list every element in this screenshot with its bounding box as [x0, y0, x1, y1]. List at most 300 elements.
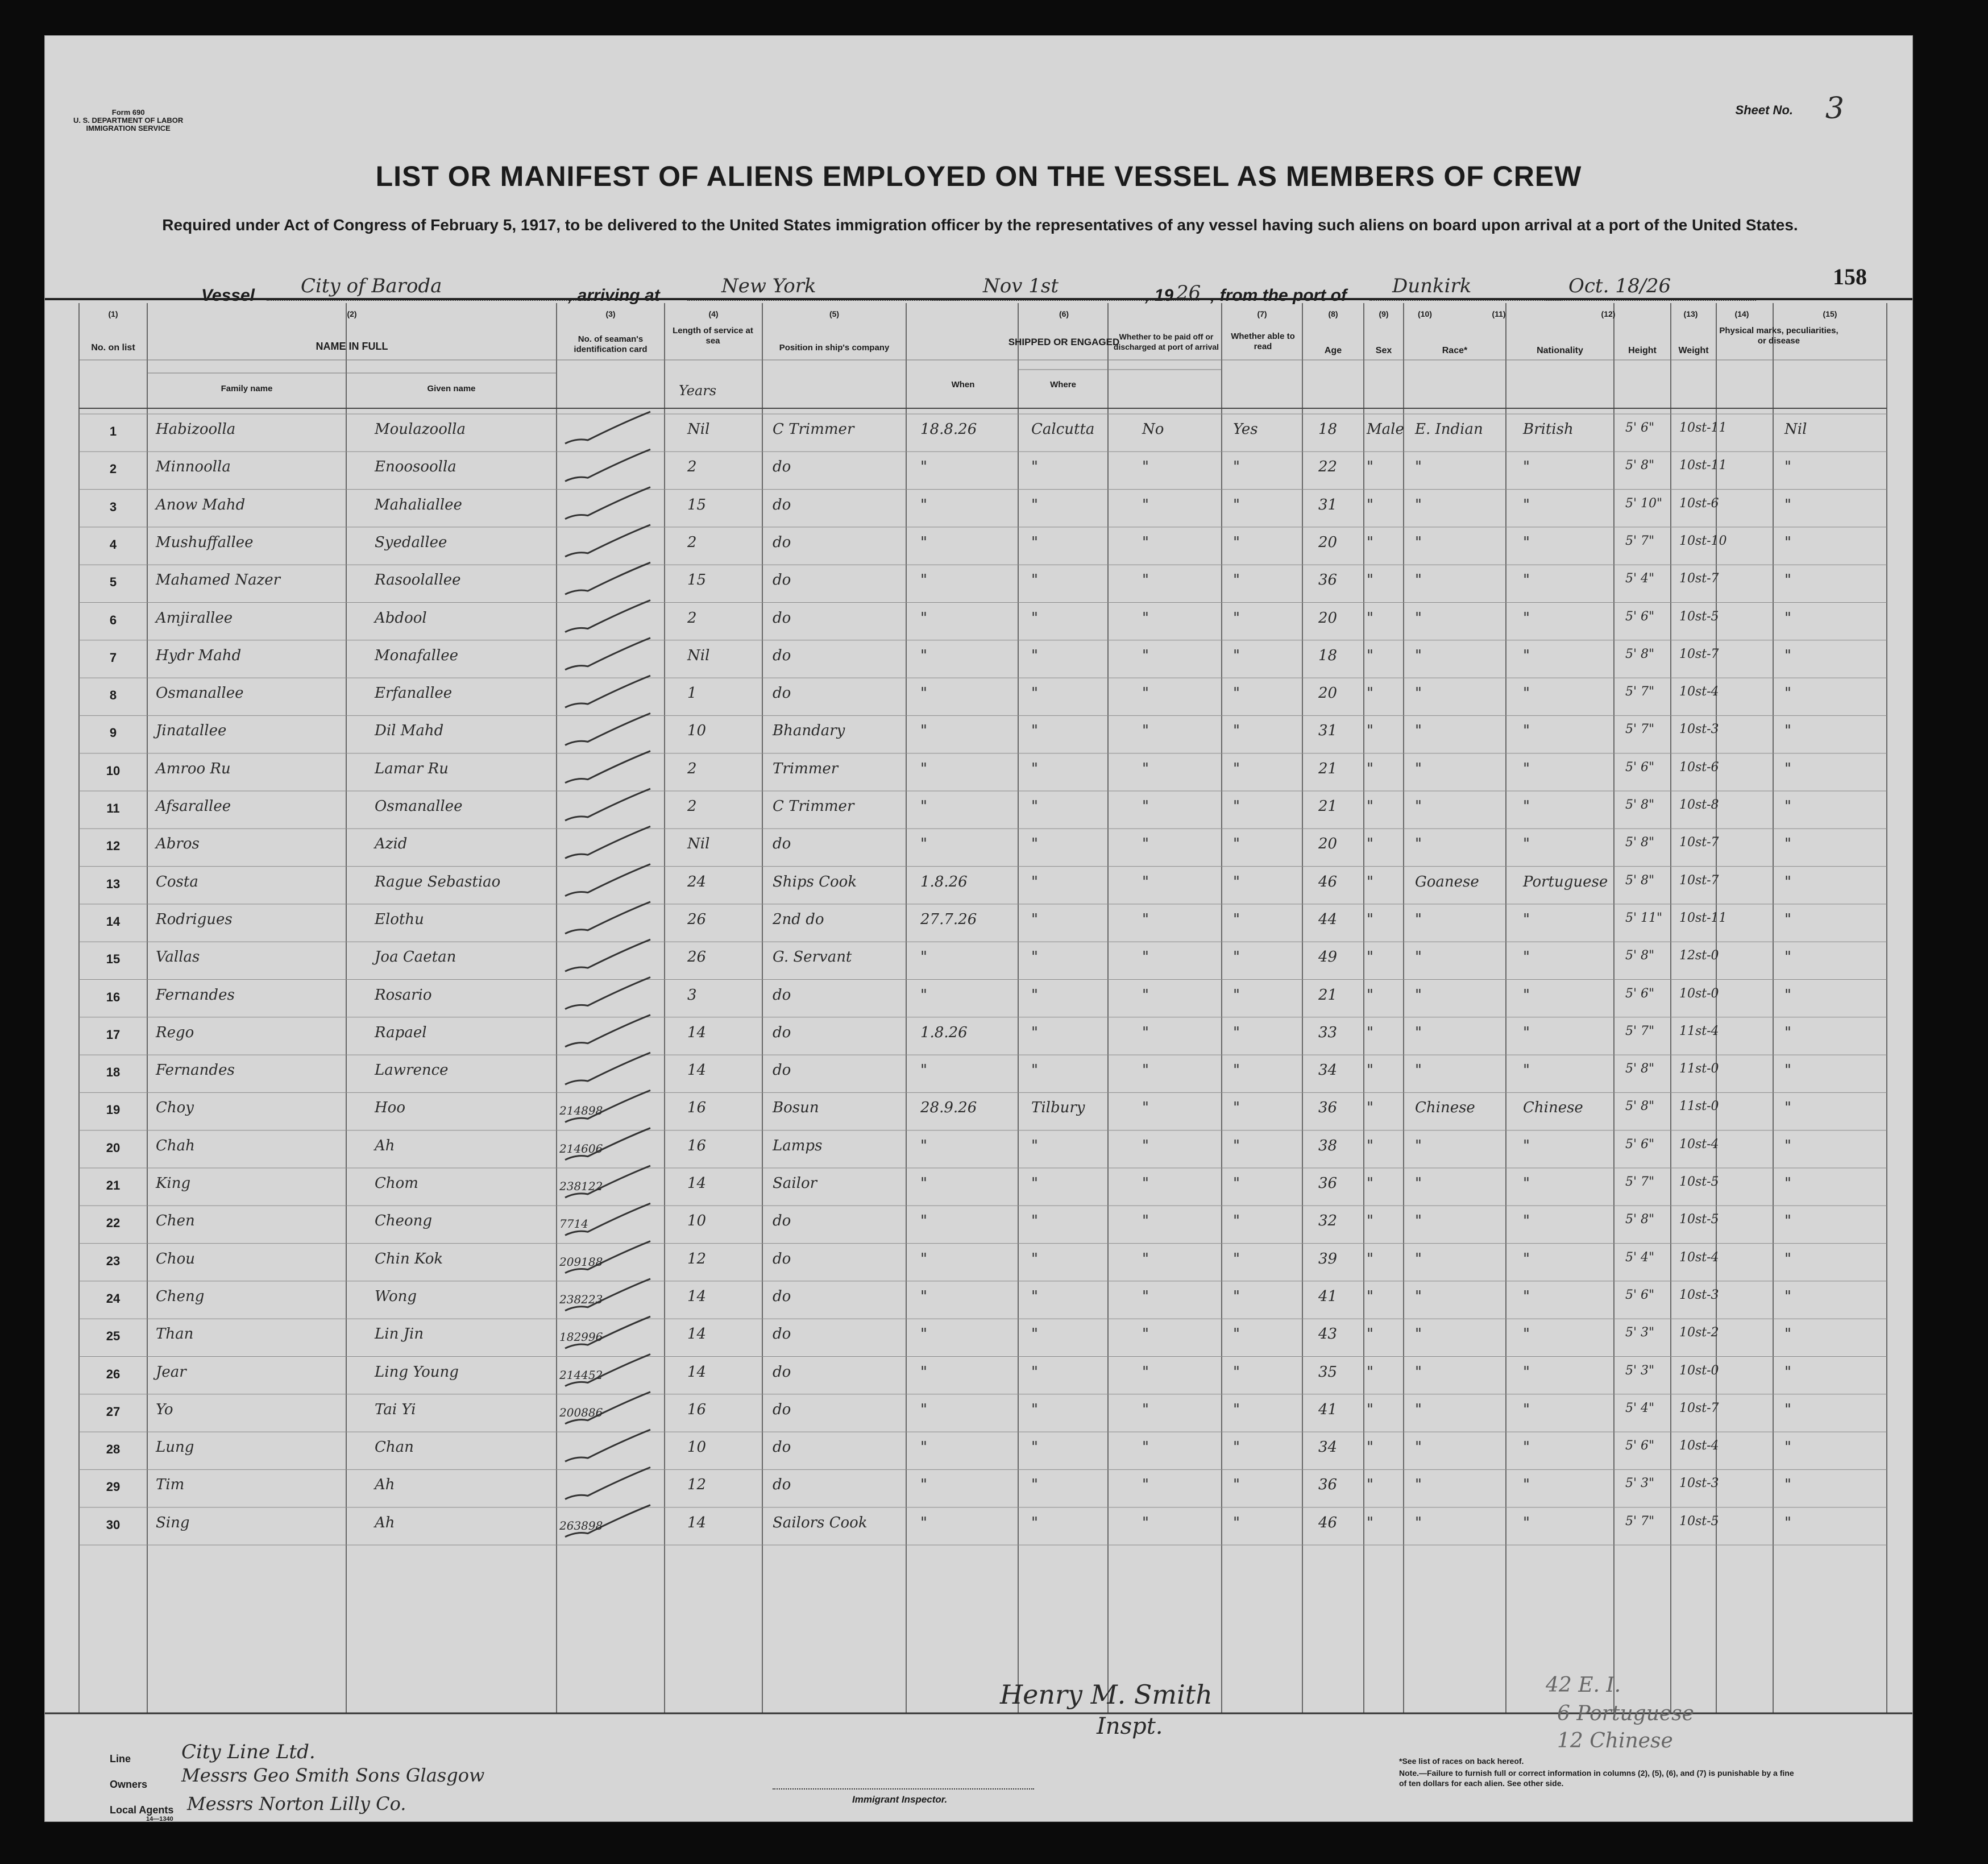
position: C Trimmer	[773, 421, 854, 438]
shipped-where: "	[1031, 1175, 1038, 1192]
checkmark-icon	[565, 638, 650, 670]
inspector-signature-line	[773, 1788, 1034, 1790]
position: do	[773, 647, 791, 664]
weight: 10st-5	[1679, 1514, 1719, 1529]
height: 5' 8"	[1625, 948, 1655, 963]
weight: 11st-0	[1679, 1062, 1719, 1076]
given-name: Ah	[375, 1137, 395, 1154]
length-service: 24	[687, 873, 707, 890]
family-name: Lung	[156, 1439, 194, 1456]
physical-marks: "	[1784, 1212, 1791, 1230]
row-number: 27	[106, 1404, 121, 1419]
family-name: Minnoolla	[156, 458, 231, 476]
nationality: "	[1523, 1062, 1530, 1079]
shipped-where: "	[1031, 986, 1038, 1004]
given-name: Ling Young	[375, 1363, 459, 1381]
shipped-when: 18.8.26	[920, 421, 977, 438]
physical-marks: "	[1784, 533, 1791, 551]
race: Chinese	[1415, 1099, 1475, 1117]
length-service: 2	[687, 798, 697, 815]
family-name: Than	[156, 1325, 194, 1343]
tally-line: 6 Portuguese	[1557, 1702, 1694, 1725]
shipped-where: "	[1031, 1137, 1038, 1154]
sex: "	[1367, 609, 1373, 627]
shipped-when: 1.8.26	[920, 1024, 968, 1041]
header-age: Age	[1324, 346, 1342, 355]
age: 44	[1318, 910, 1338, 928]
page-title: LIST OR MANIFEST OF ALIENS EMPLOYED ON THE VESSEL AS MEMBERS OF CREW	[375, 160, 1582, 192]
paid-off: "	[1142, 835, 1149, 853]
height: 5' 3"	[1625, 1363, 1655, 1378]
department: U. S. DEPARTMENT OF LABOR	[73, 116, 184, 125]
sex: "	[1367, 1476, 1373, 1494]
sex: "	[1367, 571, 1373, 589]
height: 5' 3"	[1625, 1476, 1655, 1491]
physical-marks: "	[1784, 1514, 1791, 1531]
seaman-id: 214452	[559, 1368, 603, 1382]
fine-note: Note.—Failure to furnish full or correct information in columns (2), (5), (6), and (7) is punishable by a fine of ten dollars for each alien. See other side.	[1399, 1768, 1794, 1788]
vessel-label: Vessel	[201, 286, 255, 305]
length-service: 16	[687, 1099, 707, 1117]
able-read: "	[1233, 1401, 1240, 1418]
shipped-when: "	[920, 1250, 927, 1267]
weight: 10st-11	[1679, 458, 1727, 473]
sex: "	[1367, 1250, 1373, 1267]
seaman-id: 214606	[559, 1141, 603, 1155]
column-number: (15)	[1823, 309, 1837, 318]
given-name: Rague Sebastiao	[375, 873, 501, 890]
family-name: King	[156, 1175, 191, 1192]
physical-marks: "	[1784, 873, 1791, 890]
able-read: "	[1233, 1476, 1240, 1494]
age: 18	[1318, 647, 1338, 664]
race: "	[1415, 685, 1422, 702]
sex: "	[1367, 1514, 1373, 1531]
vessel-name: City of Baroda	[267, 275, 596, 301]
weight: 10st-5	[1679, 609, 1719, 624]
column-number: (1)	[108, 309, 118, 318]
given-name: Chin Kok	[375, 1250, 443, 1267]
sex: "	[1367, 722, 1373, 740]
arriving-port: New York	[687, 275, 960, 301]
agents-label: Local Agents	[110, 1804, 174, 1816]
able-read: "	[1233, 1514, 1240, 1531]
nationality: "	[1523, 1439, 1530, 1456]
header-family-name: Family name	[221, 384, 273, 393]
able-read: "	[1233, 458, 1240, 476]
checkmark-icon	[565, 826, 650, 858]
row-number: 21	[106, 1178, 121, 1192]
row-number: 22	[106, 1216, 121, 1231]
row-number: 14	[106, 914, 121, 929]
length-service: 14	[687, 1325, 707, 1343]
height: 5' 8"	[1625, 1212, 1655, 1227]
manifest-sheet	[44, 35, 1913, 1822]
shipped-when: "	[920, 1401, 927, 1418]
age: 34	[1318, 1439, 1338, 1456]
family-name: Habizoolla	[156, 421, 236, 438]
race: "	[1415, 533, 1422, 551]
sex: "	[1367, 798, 1373, 815]
position: do	[773, 835, 791, 853]
age: 32	[1318, 1212, 1338, 1230]
shipped-where: "	[1031, 873, 1038, 890]
checkmark-icon	[565, 449, 650, 481]
given-name: Tai Yi	[375, 1401, 416, 1418]
length-service: 14	[687, 1062, 707, 1079]
paid-off: "	[1142, 986, 1149, 1004]
seaman-id: 7714	[559, 1217, 588, 1231]
sex: Male	[1367, 421, 1404, 438]
header-length-service: Length of service at sea	[673, 326, 753, 346]
shipped-where: "	[1031, 1287, 1038, 1305]
race: "	[1415, 1175, 1422, 1192]
paid-off: "	[1142, 948, 1149, 966]
height: 5' 8"	[1625, 1062, 1655, 1076]
weight: 12st-0	[1679, 948, 1719, 963]
able-read: "	[1233, 873, 1240, 890]
owners-value: Messrs Geo Smith Sons Glasgow	[181, 1764, 485, 1786]
row-number: 2	[109, 462, 117, 477]
row-number: 5	[109, 575, 117, 590]
shipped-where: "	[1031, 835, 1038, 853]
paid-off: "	[1142, 910, 1149, 928]
age: 39	[1318, 1250, 1338, 1267]
physical-marks: "	[1784, 1175, 1791, 1192]
paid-off: "	[1142, 1212, 1149, 1230]
nationality: "	[1523, 458, 1530, 476]
shipped-when: "	[920, 571, 927, 589]
length-service: 2	[687, 760, 697, 777]
sex: "	[1367, 873, 1373, 890]
age: 31	[1318, 496, 1338, 513]
family-name: Amjirallee	[156, 609, 233, 627]
physical-marks: "	[1784, 685, 1791, 702]
weight: 10st-0	[1679, 986, 1719, 1001]
paid-off: "	[1142, 609, 1149, 627]
paid-off: "	[1142, 571, 1149, 589]
able-read: "	[1233, 948, 1240, 966]
physical-marks: "	[1784, 986, 1791, 1004]
weight: 10st-7	[1679, 571, 1719, 586]
length-service: 15	[687, 496, 707, 513]
checkmark-icon	[565, 902, 650, 934]
paid-off: No	[1142, 421, 1164, 438]
sex: "	[1367, 1175, 1373, 1192]
weight: 10st-7	[1679, 873, 1719, 888]
paid-off: "	[1142, 533, 1149, 551]
paid-off: "	[1142, 1514, 1149, 1531]
able-read: "	[1233, 1024, 1240, 1041]
age: 41	[1318, 1401, 1338, 1418]
service: IMMIGRATION SERVICE	[86, 124, 171, 132]
sex: "	[1367, 1062, 1373, 1079]
physical-marks: "	[1784, 571, 1791, 589]
weight: 10st-4	[1679, 685, 1719, 699]
header-given-name: Given name	[427, 384, 476, 393]
shipped-when: "	[920, 1476, 927, 1494]
family-name: Amroo Ru	[156, 760, 231, 777]
physical-marks: "	[1784, 647, 1791, 664]
race: "	[1415, 948, 1422, 966]
position: Lamps	[773, 1137, 823, 1154]
physical-marks: "	[1784, 1062, 1791, 1079]
header-weight: Weight	[1678, 346, 1709, 355]
family-name: Chen	[156, 1212, 195, 1230]
age: 21	[1318, 760, 1338, 777]
able-read: "	[1233, 798, 1240, 815]
shipped-when: "	[920, 986, 927, 1004]
nationality: "	[1523, 798, 1530, 815]
nationality: Portuguese	[1523, 873, 1608, 890]
age: 34	[1318, 1062, 1338, 1079]
paid-off: "	[1142, 1401, 1149, 1418]
weight: 10st-11	[1679, 421, 1727, 435]
given-name: Joa Caetan	[375, 948, 456, 966]
nationality: "	[1523, 1137, 1530, 1154]
checkmark-icon	[565, 1430, 650, 1461]
given-name: Mahaliallee	[375, 496, 462, 513]
weight: 10st-3	[1679, 1476, 1719, 1491]
sex: "	[1367, 685, 1373, 702]
physical-marks: "	[1784, 722, 1791, 740]
able-read: "	[1233, 571, 1240, 589]
nationality: "	[1523, 1024, 1530, 1041]
checkmark-icon	[565, 939, 650, 971]
shipped-where: "	[1031, 1514, 1038, 1531]
paid-off: "	[1142, 1287, 1149, 1305]
weight: 10st-7	[1679, 835, 1719, 850]
shipped-when: "	[920, 835, 927, 853]
race: "	[1415, 986, 1422, 1004]
sex: "	[1367, 458, 1373, 476]
age: 46	[1318, 1514, 1338, 1531]
header-race: Race*	[1442, 346, 1468, 355]
paid-off: "	[1142, 1137, 1149, 1154]
length-service: 10	[687, 1439, 707, 1456]
length-service: 2	[687, 609, 697, 627]
position: do	[773, 533, 791, 551]
column-number: (10)	[1418, 309, 1432, 318]
physical-marks: "	[1784, 609, 1791, 627]
sex: "	[1367, 1024, 1373, 1041]
given-name: Ah	[375, 1514, 395, 1531]
header-where: Where	[1050, 380, 1076, 390]
given-name: Hoo	[375, 1099, 405, 1117]
age: 46	[1318, 873, 1338, 890]
race: "	[1415, 1325, 1422, 1343]
physical-marks: "	[1784, 1250, 1791, 1267]
height: 5' 11"	[1625, 910, 1663, 925]
owners-label: Owners	[110, 1779, 148, 1790]
row-number: 30	[106, 1517, 121, 1532]
age: 18	[1318, 421, 1338, 438]
height: 5' 8"	[1625, 835, 1655, 850]
height: 5' 7"	[1625, 1514, 1655, 1529]
able-read: "	[1233, 1175, 1240, 1192]
height: 5' 6"	[1625, 421, 1655, 435]
length-service: 14	[687, 1287, 707, 1305]
position: Bhandary	[773, 722, 845, 740]
length-service: 3	[687, 986, 697, 1004]
row-number: 18	[106, 1065, 121, 1080]
age: 33	[1318, 1024, 1338, 1041]
row-number: 19	[106, 1103, 121, 1117]
physical-marks: "	[1784, 1476, 1791, 1494]
row-number: 15	[106, 952, 121, 967]
height: 5' 8"	[1625, 798, 1655, 812]
nationality: British	[1523, 421, 1574, 438]
column-number: (14)	[1734, 309, 1749, 318]
row-number: 16	[106, 989, 121, 1004]
shipped-when: "	[920, 1363, 927, 1381]
weight: 10st-11	[1679, 910, 1727, 925]
checkmark-icon	[565, 977, 650, 1009]
position: do	[773, 1325, 791, 1343]
nationality: "	[1523, 1212, 1530, 1230]
length-service: 10	[687, 722, 707, 740]
seaman-id: 263898	[559, 1518, 603, 1532]
physical-marks: "	[1784, 798, 1791, 815]
column-number: (8)	[1328, 309, 1338, 318]
paid-off: "	[1142, 1476, 1149, 1494]
able-read: "	[1233, 533, 1240, 551]
shipped-where: "	[1031, 647, 1038, 664]
shipped-when: "	[920, 496, 927, 513]
shipped-when: 28.9.26	[920, 1099, 977, 1117]
race: "	[1415, 609, 1422, 627]
weight: 10st-7	[1679, 647, 1719, 661]
age: 36	[1318, 1476, 1338, 1494]
shipped-where: "	[1031, 571, 1038, 589]
family-name: Choy	[156, 1099, 194, 1117]
sex: "	[1367, 1099, 1373, 1117]
shipped-when: "	[920, 1287, 927, 1305]
able-read: "	[1233, 685, 1240, 702]
page-subtitle: Required under Act of Congress of February 5, 1917, to be delivered to the United States immigration officer by the representatives of any vessel having such aliens on board upon arrival at a port of the United States.	[162, 216, 1798, 234]
paid-off: "	[1142, 458, 1149, 476]
paid-off: "	[1142, 1325, 1149, 1343]
length-service: 14	[687, 1175, 707, 1192]
shipped-when: "	[920, 533, 927, 551]
shipped-when: "	[920, 1137, 927, 1154]
shipped-when: "	[920, 1062, 927, 1079]
shipped-when: "	[920, 1212, 927, 1230]
shipped-where: "	[1031, 1363, 1038, 1381]
height: 5' 7"	[1625, 1175, 1655, 1189]
arrival-date: Nov 1st	[932, 275, 1199, 301]
height: 5' 6"	[1625, 1287, 1655, 1302]
nationality: "	[1523, 1250, 1530, 1267]
given-name: Dil Mahd	[375, 722, 444, 740]
shipped-where: "	[1031, 533, 1038, 551]
able-read: "	[1233, 760, 1240, 777]
paid-off: "	[1142, 873, 1149, 890]
nationality: "	[1523, 1363, 1530, 1381]
able-read: "	[1233, 1099, 1240, 1117]
header-physical: Physical marks, peculiarities, or disease	[1719, 326, 1838, 346]
age: 38	[1318, 1137, 1338, 1154]
row-number: 26	[106, 1366, 121, 1381]
position: do	[773, 496, 791, 513]
given-name: Rasoolallee	[375, 571, 461, 589]
row-number: 4	[109, 537, 117, 552]
family-name: Costa	[156, 873, 198, 890]
age: 36	[1318, 571, 1338, 589]
from-port: Dunkirk	[1369, 275, 1563, 301]
paid-off: "	[1142, 1099, 1149, 1117]
given-name: Ah	[375, 1476, 395, 1494]
race: "	[1415, 798, 1422, 815]
header-nationality: Nationality	[1537, 346, 1583, 355]
age: 20	[1318, 835, 1338, 853]
sex: "	[1367, 1325, 1373, 1343]
race: "	[1415, 1439, 1422, 1456]
position: do	[773, 609, 791, 627]
position: do	[773, 458, 791, 476]
family-name: Anow Mahd	[156, 496, 246, 513]
given-name: Wong	[375, 1287, 417, 1305]
shipped-where: "	[1031, 1476, 1038, 1494]
header-position: Position in ship's company	[779, 343, 890, 353]
able-read: "	[1233, 1325, 1240, 1343]
age: 20	[1318, 685, 1338, 702]
line-label: Line	[110, 1753, 131, 1764]
nationality: "	[1523, 496, 1530, 513]
position: do	[773, 1401, 791, 1418]
height: 5' 6"	[1625, 609, 1655, 624]
sheet-no-label: Sheet No.	[1735, 103, 1793, 117]
age: 21	[1318, 986, 1338, 1004]
sex: "	[1367, 533, 1373, 551]
age: 35	[1318, 1363, 1338, 1381]
nationality: "	[1523, 685, 1530, 702]
checkmark-icon	[565, 487, 650, 519]
weight: 10st-5	[1679, 1175, 1719, 1189]
length-service: 12	[687, 1476, 707, 1494]
weight: 10st-0	[1679, 1363, 1719, 1378]
family-name: Chou	[156, 1250, 196, 1267]
physical-marks: "	[1784, 760, 1791, 777]
physical-marks: "	[1784, 1024, 1791, 1041]
given-name: Cheong	[375, 1212, 433, 1230]
header-when: When	[951, 380, 975, 390]
able-read: "	[1233, 910, 1240, 928]
shipped-where: "	[1031, 1401, 1038, 1418]
height: 5' 4"	[1625, 1401, 1655, 1415]
shipped-where: "	[1031, 458, 1038, 476]
nationality: "	[1523, 1325, 1530, 1343]
length-service: 2	[687, 458, 697, 476]
height: 5' 7"	[1625, 722, 1655, 737]
from-label: , from the port of	[1210, 286, 1347, 305]
row-number: 1	[109, 424, 117, 438]
given-name: Lawrence	[375, 1062, 449, 1079]
position: do	[773, 571, 791, 589]
checkmark-icon	[565, 676, 650, 707]
column-number: (5)	[829, 309, 840, 318]
inspector-signature: Henry M. Smith	[1000, 1679, 1213, 1710]
paid-off: "	[1142, 1439, 1149, 1456]
able-read: "	[1233, 986, 1240, 1004]
shipped-when: "	[920, 1439, 927, 1456]
able-read: "	[1233, 496, 1240, 513]
shipped-where: "	[1031, 910, 1038, 928]
family-name: Tim	[156, 1476, 185, 1494]
given-name: Chom	[375, 1175, 418, 1192]
shipped-when: "	[920, 609, 927, 627]
position: Ships Cook	[773, 873, 857, 890]
